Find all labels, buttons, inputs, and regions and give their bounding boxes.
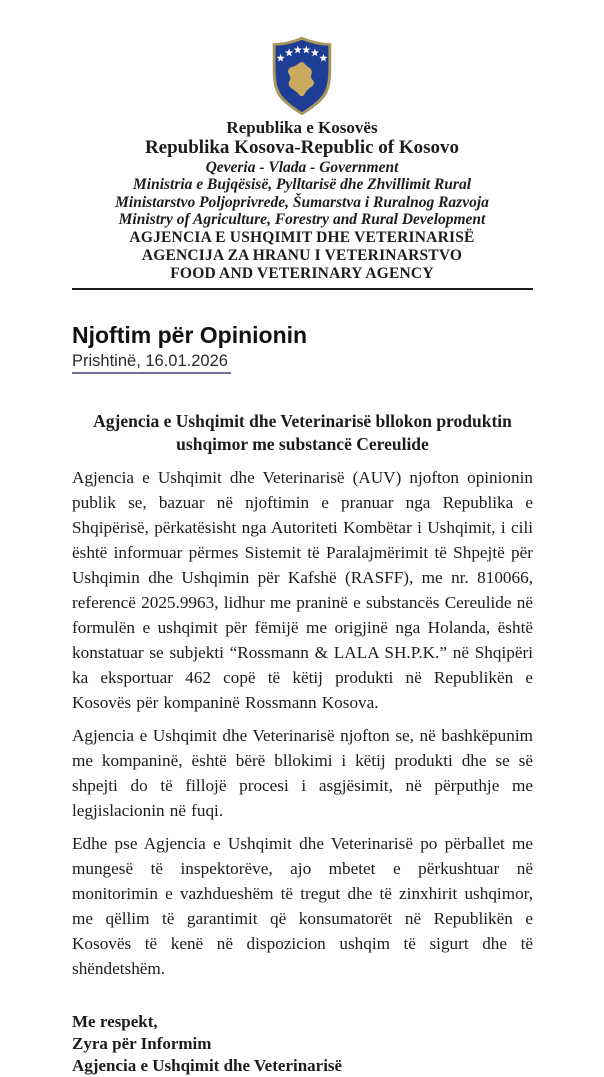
signoff-block xyxy=(72,1011,533,1077)
ministry-serbian: Ministarstvo Poljoprivrede, Šumarstva i Ruralnog Razvoja xyxy=(115,193,489,211)
paragraph-2: Agjencia e Ushqimit dhe Veterinarisë njofton se, në bashkëpunim me kompaninë, është bërë bllokimi i këtij produkti dhe se së shpejti do të fillojë procesi i asgjësimit, në përputhje me legjislacionin në fuqi. xyxy=(72,725,533,820)
government-line: Qeveria - Vlada - Government xyxy=(205,158,399,176)
signoff-office: Zyra për Informim xyxy=(72,1033,212,1053)
notice-body xyxy=(0,322,604,1077)
dateline: Prishtinë, 16.01.2026 xyxy=(72,351,231,374)
agency-albanian: AGJENCIA E USHQIMIT DHE VETERINARISË xyxy=(129,228,475,246)
signoff-agency: Agjencia e Ushqimit dhe Veterinarisë xyxy=(72,1055,343,1075)
signoff-closing: Me respekt, xyxy=(72,1011,158,1031)
paragraph-1: Agjencia e Ushqimit dhe Veterinarisë (AUV) njofton opinionin publik se, bazuar në njoftimin e pranuar nga Republika e Shqipërisë, përkatësisht nga Autoriteti Kombëtar i Ushqimit, i cili është informuar përmes Sistemit të Paralajmërimit të Shpejtë për Ushqimin dhe Ushqimin për Kafshë (RASFF), me nr. 810066, referencë 2025.9963, lidhur me praninë e substancës Cereulide në formulën e ushqimit për fëmijë me origjinë nga Holanda, është konstatuar se subjekti “Rossmann & LALA SH.P.K.” në Shqipëri ka eksportuar 462 copë të këtij produkti në Republikën e Kosovës për kompaninë Rossmann Kosova. xyxy=(72,467,533,712)
paragraph-3: Edhe pse Agjencia e Ushqimit dhe Veterinarisë po përballet me mungesë të inspektorëve, ajo mbetet e përkushtuar në monitorimin e vazhdueshëm të tregut dhe të zinxhirit ushqimor, me qëllim të garantimit që konsumatorët në Republikën e Kosovës të kenë në dispozicion ushqim të sigurt dhe të shëndetshëm. xyxy=(72,833,533,978)
kosovo-coat-of-arms-icon xyxy=(256,36,348,116)
ministry-albanian: Ministria e Bujqësisë, Pylltarisë dhe Zhvillimit Rural xyxy=(132,176,472,193)
letterhead xyxy=(0,0,604,290)
agency-serbian: AGENCIJA ZA HRANU I VETERINARSTVO xyxy=(141,246,463,264)
agency-english: FOOD AND VETERINARY AGENCY xyxy=(170,264,434,282)
state-name-bilingual: Republika Kosova-Republic of Kosovo xyxy=(144,137,460,158)
notice-title: Agjencia e Ushqimit dhe Veterinarisë bllokon produktin ushqimor me substancë Cereulide xyxy=(93,410,512,454)
letterhead-divider xyxy=(72,288,533,290)
notice-heading: Njoftim për Opinionin xyxy=(72,321,308,348)
state-name-albanian: Republika e Kosovës xyxy=(226,118,378,137)
ministry-english: Ministry of Agriculture, Forestry and Rural Development xyxy=(118,211,486,228)
